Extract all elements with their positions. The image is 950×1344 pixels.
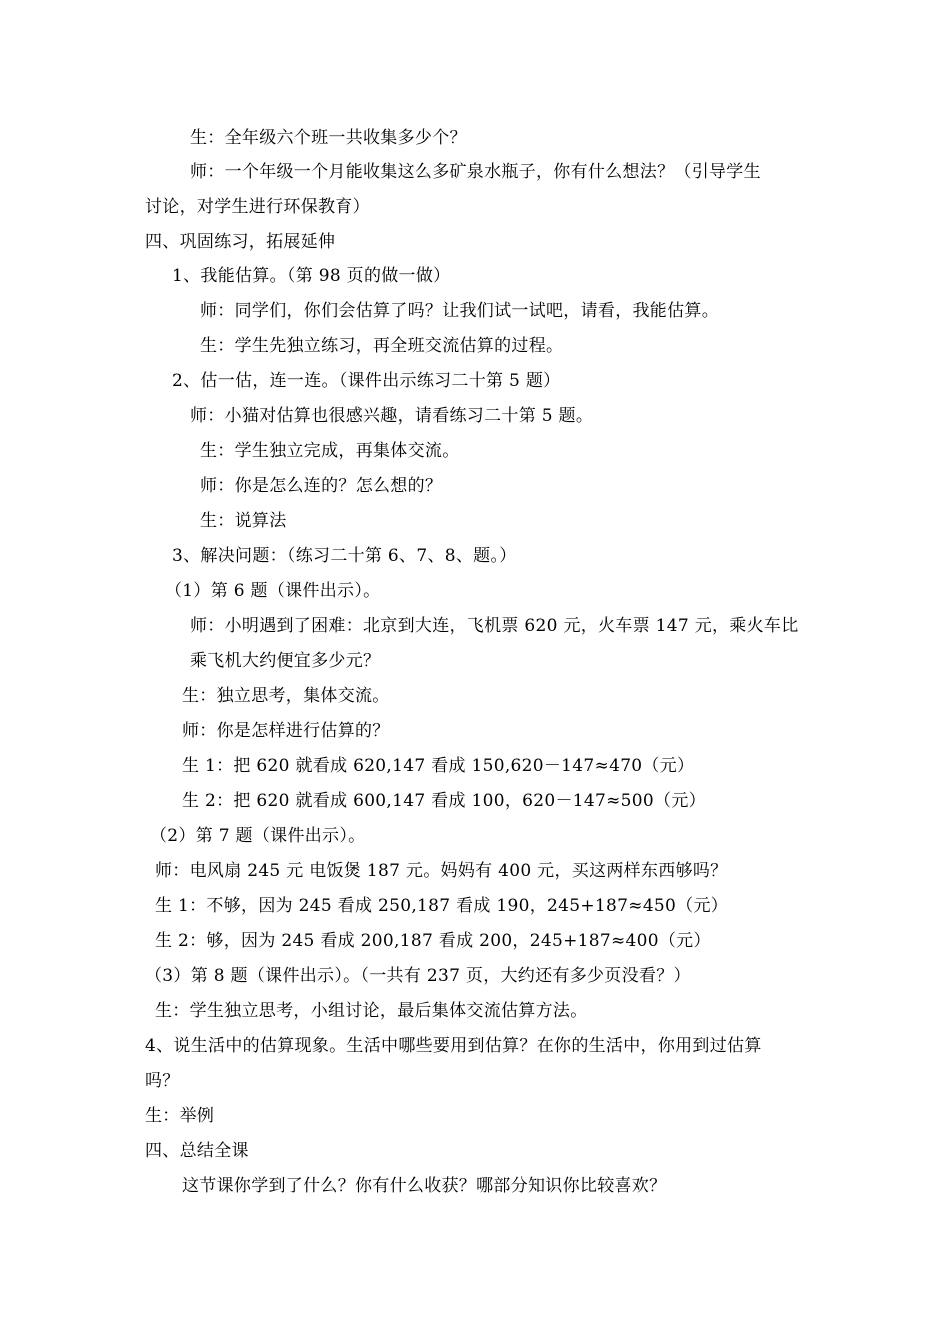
text-line-11: 师：你是怎么连的？怎么想的？ — [200, 476, 443, 496]
text-line-6: 师：同学们，你们会估算了吗？让我们试一试吧，请看，我能估算。 — [200, 301, 719, 321]
text-line-5: 1、我能估算。（第 98 页的做一做） — [172, 266, 451, 286]
text-line-26: 生：学生独立思考，小组讨论，最后集体交流估算方法。 — [155, 1001, 588, 1021]
text-line-8: 2、估一估，连一连。（课件出示练习二十第 5 题） — [172, 371, 561, 391]
text-line-12: 生：说算法 — [200, 511, 287, 531]
text-line-14: （1）第 6 题（课件出示）。 — [165, 581, 381, 601]
text-line-9: 师：小猫对估算也很感兴趣，请看练习二十第 5 题。 — [190, 406, 594, 426]
text-line-1: 生：全年级六个班一共收集多少个？ — [190, 128, 467, 148]
section-heading-consolidate: 四、巩固练习，拓展延伸 — [145, 232, 336, 252]
text-line-18: 师：你是怎样进行估算的？ — [182, 721, 390, 741]
text-line-7: 生：学生先独立练习，再全班交流估算的过程。 — [200, 336, 564, 356]
text-line-17: 生：独立思考，集体交流。 — [182, 686, 390, 706]
text-line-13: 3、解决问题：（练习二十第 6、7、8、题。） — [172, 546, 517, 566]
text-line-24: 生 2：够，因为 245 看成 200,187 看成 200，245+187≈400（元） — [155, 931, 711, 951]
text-line-27: 4、说生活中的估算现象。生活中哪些要用到估算？在你的生活中，你用到过估算 — [145, 1036, 762, 1056]
text-line-31: 这节课你学到了什么？你有什么收获？哪部分知识你比较喜欢？ — [182, 1176, 667, 1196]
text-line-29: 生：举例 — [145, 1106, 215, 1126]
text-line-3: 讨论，对学生进行环保教育） — [145, 197, 370, 217]
text-line-10: 生：学生独立完成，再集体交流。 — [200, 441, 460, 461]
section-heading-summary: 四、总结全课 — [145, 1141, 249, 1161]
text-line-16: 乘飞机大约便宜多少元？ — [190, 651, 381, 671]
text-line-22: 师：电风扇 245 元 电饭煲 187 元。妈妈有 400 元，买这两样东西够吗？ — [155, 861, 728, 881]
text-line-19: 生 1：把 620 就看成 620,147 看成 150,620－147≈470（元） — [182, 756, 695, 776]
text-line-20: 生 2：把 620 就看成 600,147 看成 100，620－147≈500（元） — [182, 791, 706, 811]
text-line-23: 生 1：不够，因为 245 看成 250,187 看成 190，245+187≈450（元） — [155, 896, 729, 916]
text-line-2: 师：一个年级一个月能收集这么多矿泉水瓶子，你有什么想法？（引导学生 — [190, 162, 761, 182]
text-line-25: （3）第 8 题（课件出示）。（一共有 237 页，大约还有多少页没看？） — [145, 966, 691, 986]
text-line-28: 吗？ — [145, 1071, 180, 1091]
text-line-21: （2）第 7 题（课件出示）。 — [150, 826, 366, 846]
text-line-15: 师：小明遇到了困难：北京到大连，飞机票 620 元，火车票 147 元，乘火车比 — [190, 616, 799, 636]
